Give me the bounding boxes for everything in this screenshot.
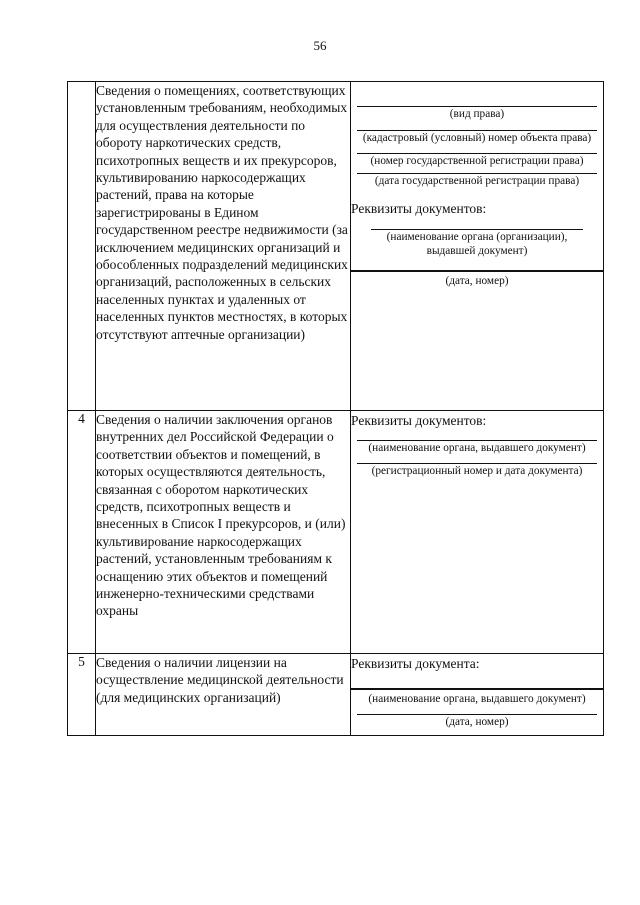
row-description: Сведения о наличии лицензии на осуществление медицинской деятельности (для медицинских организаций) xyxy=(96,654,351,736)
field-caption: (вид права) xyxy=(449,108,505,120)
table-row xyxy=(68,411,604,654)
row-number: 5 xyxy=(68,654,96,736)
requisites-title: Реквизиты документа: xyxy=(351,656,480,671)
requisites-title: Реквизиты документов: xyxy=(351,413,487,428)
field-caption: (дата, номер) xyxy=(445,275,509,287)
row-description: Сведения о помещениях, соответствующих установленным требованиям, необходимых для осуществления деятельности по обороту наркотических средств, психотропных веществ и их прекурсоров, культивированию наркосодержащих растений, права на которые зарегистрированы в Едином государственном реестре недвижимости (за исключением медицинских организаций и обособленных подразделений медицинских организаций, расположенных в сельских населенных пунктах и удаленных от населенных пунктов местностях, в которых отсутствуют аптечные организации) xyxy=(96,82,351,411)
fill-line xyxy=(351,688,603,690)
requisites-cell xyxy=(351,654,604,736)
fill-line xyxy=(351,270,603,272)
table-row xyxy=(68,654,604,736)
table-row xyxy=(68,82,604,411)
row-number xyxy=(68,82,96,411)
page-number: 56 xyxy=(313,38,327,53)
field-caption: (наименование органа, выдавшего документ) xyxy=(368,442,586,454)
field-caption: (номер государственной регистрации права) xyxy=(370,155,584,167)
requirements-table xyxy=(67,81,604,736)
row-description: Сведения о наличии заключения органов внутренних дел Российской Федерации о соответствии объектов и помещений, в которых осуществляются деятельность, связанная с оборотом наркотических средств, психотропных веществ и внесенных в Список I прекурсоров, и (или) культивирование наркосодержащих растений, установленным требованиям к оснащению этих объектов и помещений инженерно-техническими средствами охраны xyxy=(96,411,351,654)
requisites-cell xyxy=(351,82,604,411)
field-caption: (наименование органа (организации), выдавшей документ) xyxy=(386,231,568,257)
requisites-cell xyxy=(351,411,604,654)
field-caption: (кадастровый (условный) номер объекта права) xyxy=(362,132,592,144)
field-caption: (регистрационный номер и дата документа) xyxy=(371,465,583,477)
row-number: 4 xyxy=(68,411,96,654)
requisites-title: Реквизиты документов: xyxy=(351,201,487,216)
field-caption: (дата государственной регистрации права) xyxy=(374,175,580,187)
field-caption: (наименование органа, выдавшего документ) xyxy=(368,693,586,705)
field-caption: (дата, номер) xyxy=(445,716,509,728)
